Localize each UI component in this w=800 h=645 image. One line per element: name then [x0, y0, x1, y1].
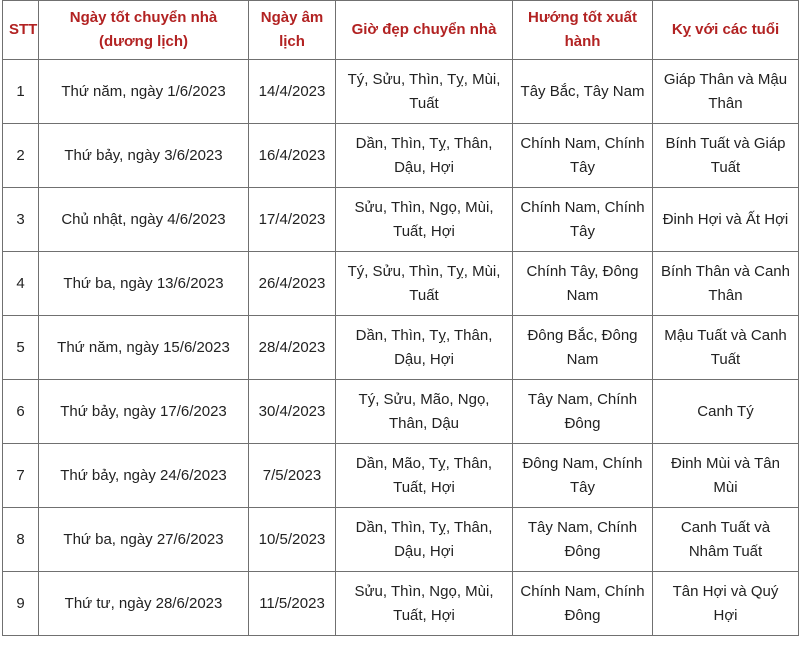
cell-avoid-ages: Bính Tuất và Giáp Tuất	[653, 124, 799, 188]
cell-solar-date: Thứ năm, ngày 15/6/2023	[39, 316, 249, 380]
cell-stt: 2	[3, 124, 39, 188]
cell-solar-date: Thứ ba, ngày 27/6/2023	[39, 508, 249, 572]
table-row	[3, 188, 799, 252]
table-row	[3, 316, 799, 380]
cell-lunar-date: 30/4/2023	[249, 380, 336, 444]
cell-good-hours: Dần, Thìn, Tỵ, Thân, Dậu, Hợi	[336, 316, 513, 380]
cell-lunar-date: 17/4/2023	[249, 188, 336, 252]
cell-stt: 5	[3, 316, 39, 380]
header-good-hours: Giờ đẹp chuyển nhà	[336, 1, 513, 60]
cell-lunar-date: 10/5/2023	[249, 508, 336, 572]
cell-good-hours: Tý, Sửu, Thìn, Tỵ, Mùi, Tuất	[336, 60, 513, 124]
cell-avoid-ages: Mậu Tuất và Canh Tuất	[653, 316, 799, 380]
cell-lunar-date: 28/4/2023	[249, 316, 336, 380]
header-good-direction: Hướng tốt xuất hành	[513, 1, 653, 60]
header-row	[3, 1, 799, 60]
cell-avoid-ages: Giáp Thân và Mậu Thân	[653, 60, 799, 124]
cell-stt: 7	[3, 444, 39, 508]
cell-solar-date: Thứ năm, ngày 1/6/2023	[39, 60, 249, 124]
cell-avoid-ages: Bính Thân và Canh Thân	[653, 252, 799, 316]
table-row	[3, 380, 799, 444]
cell-good-direction: Chính Tây, Đông Nam	[513, 252, 653, 316]
cell-solar-date: Thứ bảy, ngày 17/6/2023	[39, 380, 249, 444]
cell-lunar-date: 14/4/2023	[249, 60, 336, 124]
cell-avoid-ages: Canh Tuất và Nhâm Tuất	[653, 508, 799, 572]
cell-good-direction: Tây Nam, Chính Đông	[513, 380, 653, 444]
cell-solar-date: Thứ bảy, ngày 24/6/2023	[39, 444, 249, 508]
table-row	[3, 124, 799, 188]
header-lunar-date: Ngày âm lịch	[249, 1, 336, 60]
header-solar-date: Ngày tốt chuyển nhà (dương lịch)	[39, 1, 249, 60]
cell-good-direction: Tây Nam, Chính Đông	[513, 508, 653, 572]
cell-good-hours: Sửu, Thìn, Ngọ, Mùi, Tuất, Hợi	[336, 572, 513, 636]
cell-avoid-ages: Đinh Mùi và Tân Mùi	[653, 444, 799, 508]
cell-lunar-date: 16/4/2023	[249, 124, 336, 188]
cell-good-direction: Đông Nam, Chính Tây	[513, 444, 653, 508]
table-row	[3, 252, 799, 316]
header-stt: STT	[3, 1, 39, 60]
cell-stt: 9	[3, 572, 39, 636]
table-row	[3, 572, 799, 636]
cell-good-direction: Chính Nam, Chính Đông	[513, 572, 653, 636]
header-avoid-ages: Kỵ với các tuổi	[653, 1, 799, 60]
cell-good-direction: Tây Bắc, Tây Nam	[513, 60, 653, 124]
cell-solar-date: Chủ nhật, ngày 4/6/2023	[39, 188, 249, 252]
table-row	[3, 508, 799, 572]
cell-good-direction: Chính Nam, Chính Tây	[513, 188, 653, 252]
cell-avoid-ages: Tân Hợi và Quý Hợi	[653, 572, 799, 636]
cell-good-hours: Sửu, Thìn, Ngọ, Mùi, Tuất, Hợi	[336, 188, 513, 252]
table-header	[3, 1, 799, 60]
cell-good-direction: Chính Nam, Chính Tây	[513, 124, 653, 188]
cell-stt: 8	[3, 508, 39, 572]
cell-solar-date: Thứ ba, ngày 13/6/2023	[39, 252, 249, 316]
cell-good-hours: Dần, Thìn, Tỵ, Thân, Dậu, Hợi	[336, 124, 513, 188]
cell-good-direction: Đông Bắc, Đông Nam	[513, 316, 653, 380]
cell-solar-date: Thứ bảy, ngày 3/6/2023	[39, 124, 249, 188]
cell-good-hours: Dần, Thìn, Tỵ, Thân, Dậu, Hợi	[336, 508, 513, 572]
cell-stt: 1	[3, 60, 39, 124]
cell-avoid-ages: Đinh Hợi và Ất Hợi	[653, 188, 799, 252]
cell-lunar-date: 11/5/2023	[249, 572, 336, 636]
cell-good-hours: Tý, Sửu, Thìn, Tỵ, Mùi, Tuất	[336, 252, 513, 316]
cell-lunar-date: 26/4/2023	[249, 252, 336, 316]
cell-stt: 3	[3, 188, 39, 252]
cell-avoid-ages: Canh Tý	[653, 380, 799, 444]
table-row	[3, 60, 799, 124]
cell-lunar-date: 7/5/2023	[249, 444, 336, 508]
cell-stt: 4	[3, 252, 39, 316]
cell-solar-date: Thứ tư, ngày 28/6/2023	[39, 572, 249, 636]
cell-good-hours: Dần, Mão, Tỵ, Thân, Tuất, Hợi	[336, 444, 513, 508]
cell-good-hours: Tý, Sửu, Mão, Ngọ, Thân, Dậu	[336, 380, 513, 444]
table-row	[3, 444, 799, 508]
moving-days-table	[2, 0, 799, 636]
table-body	[3, 60, 799, 636]
cell-stt: 6	[3, 380, 39, 444]
